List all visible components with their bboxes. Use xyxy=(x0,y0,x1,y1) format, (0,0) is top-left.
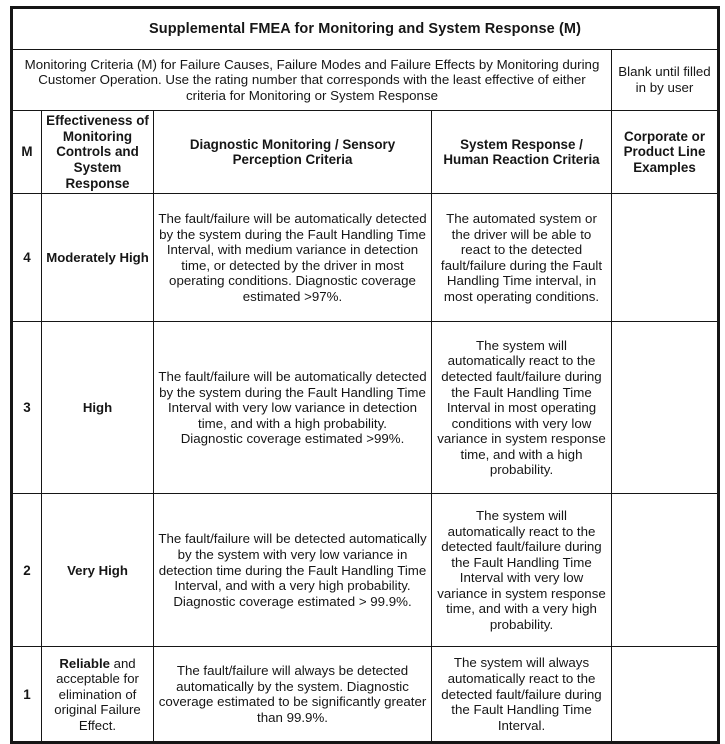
examples-cell[interactable] xyxy=(612,322,719,494)
diagnostic-monitoring-criteria: The fault/failure will always be detected automatically by the system. Diagnostic coverage estimated to be significantly greater than 99.9%. xyxy=(154,647,432,743)
system-response-criteria: The system will always automatically react to the detected fault/failure during the Fault Handling Time Interval. xyxy=(432,647,612,743)
diagnostic-monitoring-criteria xyxy=(154,322,432,494)
effectiveness-value xyxy=(42,647,154,743)
diagnostic-monitoring-criteria: The fault/failure will be automatically detected by the system during the Fault Handling Time Interval, with medium variance in detection time, or detected by the driver in most operating conditions. Diagnostic coverage estimated >97%. xyxy=(154,194,432,322)
examples-cell[interactable] xyxy=(612,647,719,743)
effectiveness-value: High xyxy=(42,322,154,494)
rank-value: 4 xyxy=(12,194,42,322)
column-header-effectiveness: Effectiveness of Monitoring Controls and System Response xyxy=(42,111,154,194)
column-header-system-response: System Response / Human Reaction Criteria xyxy=(432,111,612,194)
table-column-header-row xyxy=(12,111,719,194)
rank-value: 1 xyxy=(12,647,42,743)
table-subheader-row xyxy=(12,50,719,111)
examples-cell[interactable] xyxy=(612,194,719,322)
diagnostic-line-2: Diagnostic coverage estimated >99%. xyxy=(180,431,405,447)
rank-value: 2 xyxy=(12,494,42,647)
table-title-row xyxy=(12,8,719,50)
diagnostic-monitoring-criteria: The fault/failure will be detected automatically by the system with very low variance in detection time during the Fault Handling Time Interval, and with a very high probability. Diagnostic coverage estimated > 99.9%. xyxy=(154,494,432,647)
blank-until-filled-note: Blank until filled in by user xyxy=(612,50,719,111)
system-response-criteria: The system will automatically react to the detected fault/failure during the Fault Handling Time Interval with very low variance in system response time, and with a very high probability. xyxy=(432,494,612,647)
effectiveness-remainder: and acceptable for elimination of original Failure Effect. xyxy=(54,655,141,733)
monitoring-criteria-note: Monitoring Criteria (M) for Failure Causes, Failure Modes and Failure Effects by Monitoring during Customer Operation. Use the rating number that corresponds with the least effective of either criteria for Monitoring or System Response xyxy=(12,50,612,111)
table-row xyxy=(12,322,719,494)
table-row xyxy=(12,494,719,647)
table-row xyxy=(12,194,719,322)
page-title: Supplemental FMEA for Monitoring and System Response (M) xyxy=(12,8,719,50)
effectiveness-value: Moderately High xyxy=(42,194,154,322)
fmea-table xyxy=(10,6,720,744)
examples-cell[interactable] xyxy=(612,494,719,647)
system-response-criteria: The system will automatically react to the detected fault/failure during the Fault Handling Time Interval in most operating conditions with very low variance in system response time, and with a high probability. xyxy=(432,322,612,494)
effectiveness-emphasis: Reliable xyxy=(59,655,110,671)
column-header-m: M xyxy=(12,111,42,194)
table-row xyxy=(12,647,719,743)
system-response-criteria: The automated system or the driver will be able to react to the detected fault/failure during the Fault Handling Time interval, in most operating conditions. xyxy=(432,194,612,322)
rank-value: 3 xyxy=(12,322,42,494)
column-header-diagnostic-monitoring: Diagnostic Monitoring / Sensory Perception Criteria xyxy=(154,111,432,194)
diagnostic-line-1: The fault/failure will be automatically detected by the system during the Fault Handling Time Interval with very low variance in detection time, and with a high probability. xyxy=(158,368,427,431)
effectiveness-value: Very High xyxy=(42,494,154,647)
column-header-examples: Corporate or Product Line Examples xyxy=(612,111,719,194)
